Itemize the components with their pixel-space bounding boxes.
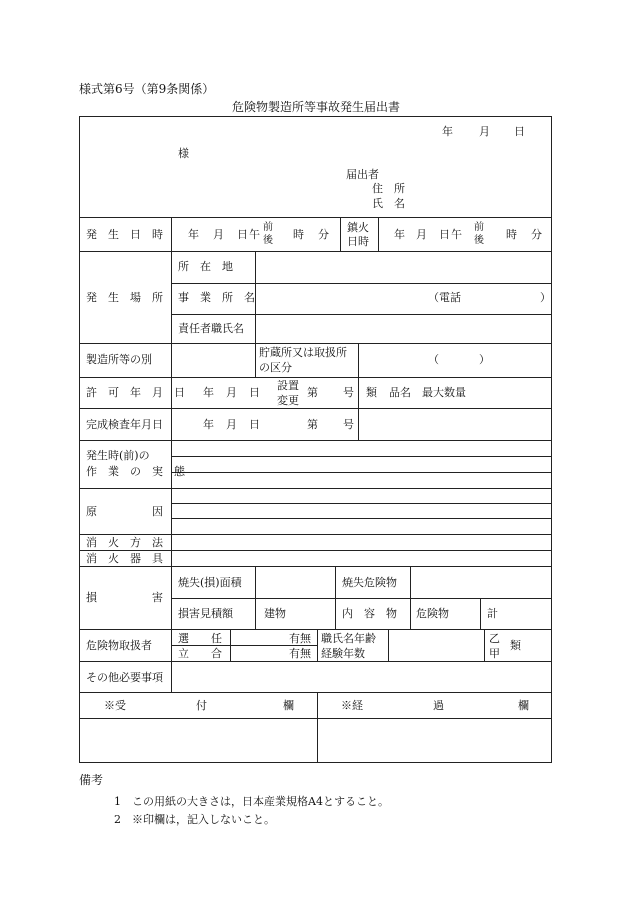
permit-dai: 第 xyxy=(307,386,318,399)
facility-type-label: 製造所等の別 xyxy=(86,353,152,366)
permit-gou: 号 xyxy=(343,386,354,399)
date-day: 日 xyxy=(514,125,525,138)
date-month: 月 xyxy=(479,125,490,138)
notes-heading: 備考 xyxy=(79,773,104,787)
occurrence-place-label: 発 生 場 所 xyxy=(86,291,163,304)
occ-ato: 後 xyxy=(263,235,273,246)
ext-gozen: 午 xyxy=(451,228,462,241)
reception-end: 欄 xyxy=(283,699,294,712)
insp-dai: 第 xyxy=(307,418,318,431)
date-year: 年 xyxy=(442,125,453,138)
office-name-label: 事 業 所 名 xyxy=(178,291,255,304)
other-label: その他必要事項 xyxy=(86,671,163,684)
progress-end: 欄 xyxy=(518,699,529,712)
progress-mark: ※経 xyxy=(341,699,363,712)
install-label-1: 設置 xyxy=(277,379,299,392)
work-state-label-2: 作 業 の 実 態 xyxy=(86,465,185,478)
title-age-label: 職氏名年齢 xyxy=(321,632,376,645)
phone-open: （電話 xyxy=(428,291,461,304)
building-label: 建物 xyxy=(264,607,286,620)
address-label: 住 所 xyxy=(372,182,405,195)
applicant-label: 届出者 xyxy=(346,168,379,181)
reception-mid: 付 xyxy=(196,699,207,712)
note-1: 1 この用紙の大きさは，日本産業規格A4とすること。 xyxy=(114,795,389,808)
hazmat-label: 危険物 xyxy=(416,607,449,620)
addressee-sama: 様 xyxy=(178,147,189,160)
storage-label-2: の区分 xyxy=(259,361,292,374)
ext-ato: 後 xyxy=(474,235,484,246)
insp-month: 月 xyxy=(226,418,237,431)
name-label: 氏 名 xyxy=(372,197,405,210)
reception-mark: ※受 xyxy=(104,699,126,712)
cause-label: 原 因 xyxy=(86,505,163,518)
ext-minute: 分 xyxy=(531,228,542,241)
ext-month: 月 xyxy=(416,228,427,241)
permit-month: 月 xyxy=(226,386,237,399)
progress-mid: 過 xyxy=(433,699,444,712)
storage-paren-open: （ xyxy=(428,353,439,366)
kind-label: 類 xyxy=(366,386,377,399)
occ-month: 月 xyxy=(213,228,224,241)
insp-day: 日 xyxy=(249,418,260,431)
extinguish-label-2: 日時 xyxy=(347,235,369,248)
location-label: 所 在 地 xyxy=(178,260,233,273)
contents-label: 内 容 物 xyxy=(342,607,397,620)
occ-year: 年 xyxy=(188,228,199,241)
item-name-label: 品名 xyxy=(389,386,411,399)
ext-mae: 前 xyxy=(474,222,484,233)
ext-equipment-label: 消 火 器 具 xyxy=(86,552,163,565)
occ-gozen: 午 xyxy=(249,228,260,241)
otsu-label: 乙 xyxy=(489,632,500,645)
max-qty-label: 最大数量 xyxy=(422,386,466,399)
storage-paren-close: ） xyxy=(479,353,490,366)
permit-year: 年 xyxy=(203,386,214,399)
occ-hour: 時 xyxy=(293,228,304,241)
work-state-label-1: 発生時(前)の xyxy=(86,449,150,462)
ext-method-label: 消 火 方 法 xyxy=(86,536,163,549)
extinguish-label-1: 鎮火 xyxy=(347,221,369,234)
phone-close: ） xyxy=(540,291,551,304)
inspection-date-label: 完成検査年月日 xyxy=(86,418,163,431)
form-title: 危険物製造所等事故発生届出書 xyxy=(232,100,401,114)
manager-name-label: 責任者職氏名 xyxy=(178,322,244,335)
occ-mae: 前 xyxy=(263,222,273,233)
experience-label: 経験年数 xyxy=(321,647,365,660)
install-label-2: 変更 xyxy=(277,394,299,407)
appointed-label: 選 任 xyxy=(178,632,222,645)
burned-area-label: 焼失(損)面積 xyxy=(178,576,242,589)
burned-hazmat-label: 焼失危険物 xyxy=(342,576,397,589)
damage-label: 損 害 xyxy=(86,591,163,604)
ext-hour: 時 xyxy=(506,228,517,241)
appointed-yes-no: 有無 xyxy=(289,632,311,645)
occ-minute: 分 xyxy=(318,228,329,241)
insp-year: 年 xyxy=(203,418,214,431)
present-label: 立 合 xyxy=(178,647,222,660)
present-yes-no: 有無 xyxy=(289,647,311,660)
damage-estimate-label: 損害見積額 xyxy=(178,607,233,620)
class-kind-label: 類 xyxy=(510,639,521,652)
total-label: 計 xyxy=(487,607,498,620)
permit-day: 日 xyxy=(249,386,260,399)
handler-label: 危険物取扱者 xyxy=(86,639,152,652)
storage-label-1: 貯蔵所又は取扱所 xyxy=(259,346,347,359)
kou-label: 甲 xyxy=(489,647,500,660)
permit-date-label: 許 可 年 月 日 xyxy=(86,386,185,399)
form-number: 様式第6号（第9条関係） xyxy=(79,82,215,96)
insp-gou: 号 xyxy=(343,418,354,431)
occ-day: 日 xyxy=(237,228,248,241)
ext-day: 日 xyxy=(439,228,450,241)
ext-year: 年 xyxy=(394,228,405,241)
occurrence-datetime-label: 発 生 日 時 xyxy=(86,228,163,241)
note-2: 2 ※印欄は，記入しないこと。 xyxy=(114,813,275,826)
